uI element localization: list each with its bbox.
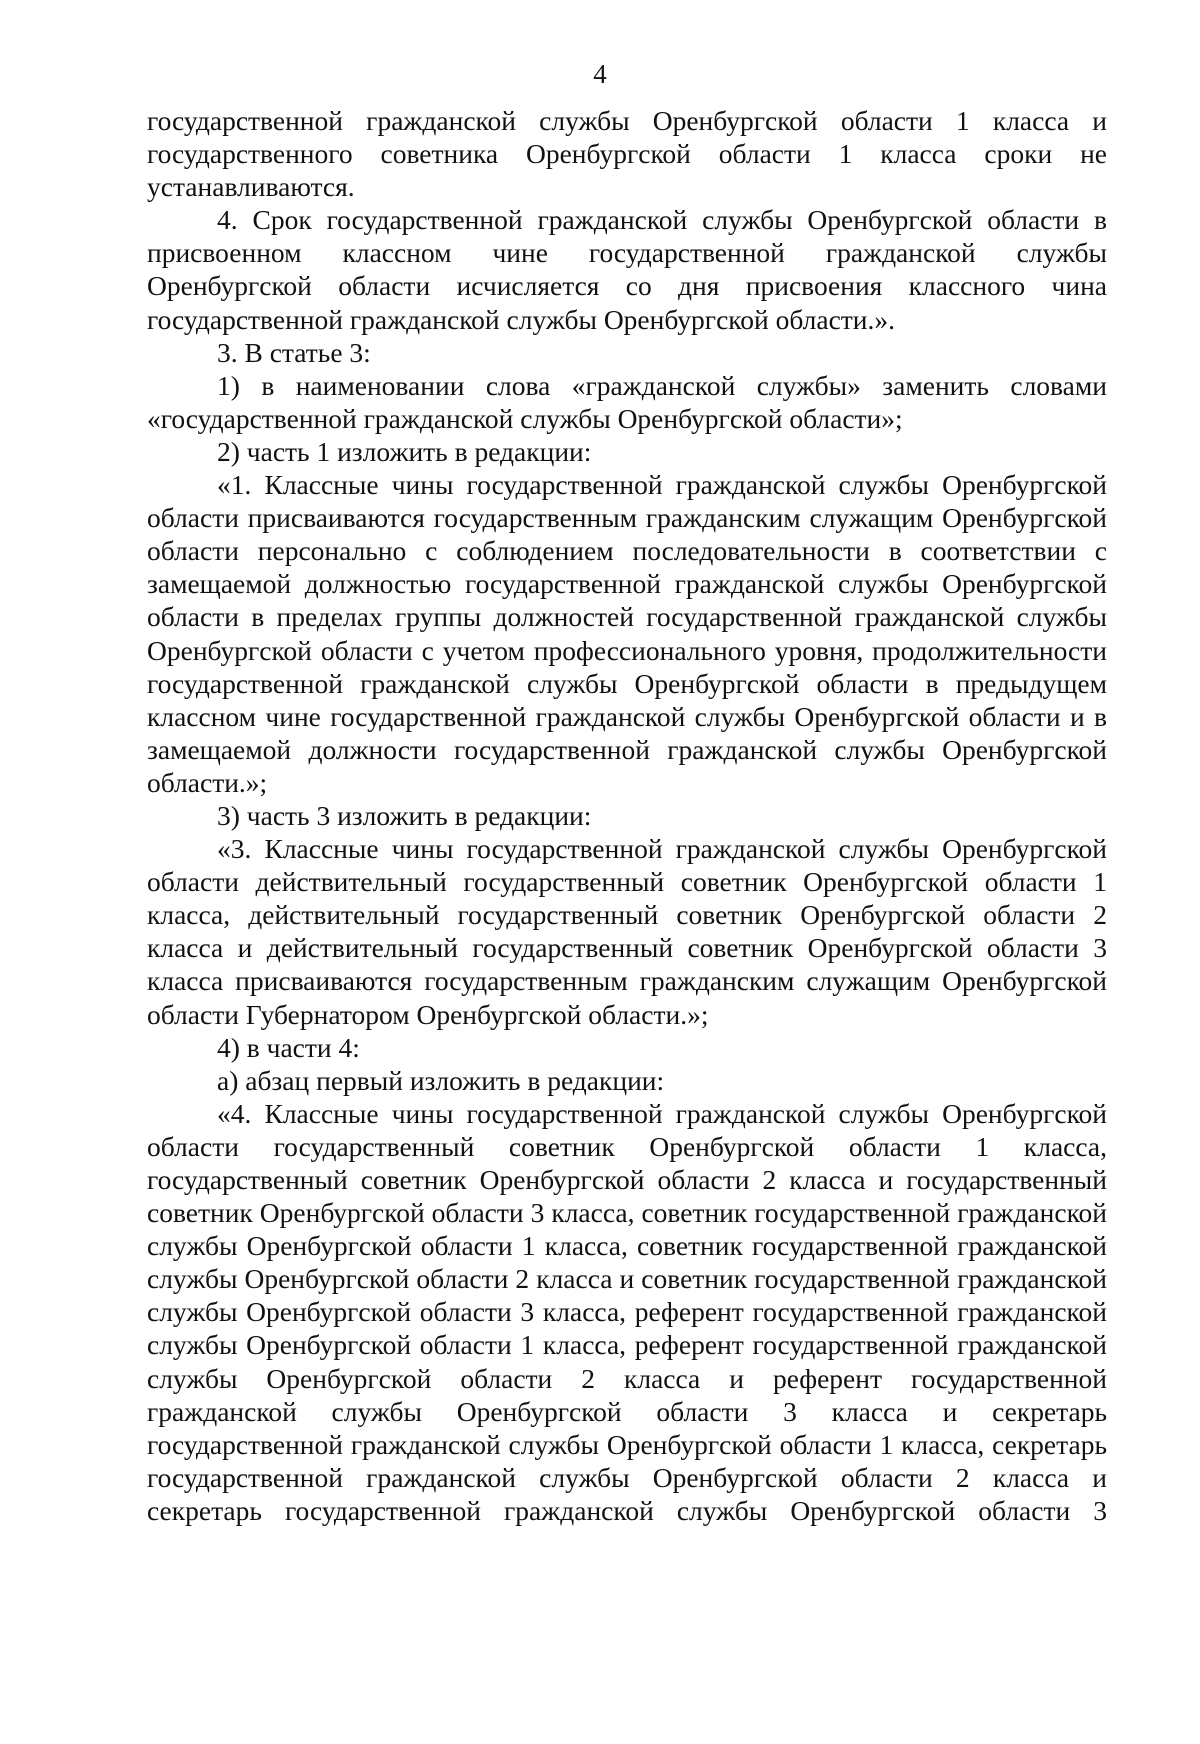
document-body [147,104,1107,1527]
paragraph-quote-part-4: «4. Классные чины государственной гражданской службы Оренбургской области государственный советник Оренбургской области 1 класса, государственный советник Оренбургской области 2 класса и государственный советник Оренбургской области 3 класса, советник государственной гражданской службы Оренбургской области 1 класса, советник государственной гражданской службы Оренбургской области 2 класса и советник государственной гражданской службы Оренбургской области 3 класса, референт государственной гражданской службы Оренбургской области 1 класса, референт государственной гражданской службы Оренбургской области 2 класса и референт государственной гражданской службы Оренбургской области 3 класса и секретарь государственной гражданской службы Оренбургской области 1 класса, секретарь государственной гражданской службы Оренбургской области 2 класса и секретарь государственной гражданской службы Оренбургской области 3 [147,1097,1107,1526]
paragraph-subitem-4a: а) абзац первый изложить в редакции: [217,1064,665,1096]
paragraph-continuation: государственной гражданской службы Оренбургской области 1 класса и государственного советника Оренбургской области 1 класса сроки не устанавливаются. [147,105,1107,203]
page-number: 4 [593,59,607,89]
paragraph-quote-part-3: «3. Классные чины государственной гражданской службы Оренбургской области действительный государственный советник Оренбургской области 1 класса, действительный государственный советник Оренбургской области 2 класса и действительный государственный советник Оренбургской области 3 класса присваиваются государственным гражданским служащим Оренбургской области Губернатором Оренбургской области.»; [147,833,1107,1030]
paragraph-article-3-heading: 3. В статье 3: [217,336,371,368]
paragraph-subitem-1: 1) в наименовании слова «гражданской службы» заменить словами «государственной гражданской службы Оренбургской области»; [147,369,1107,434]
paragraph-item-4: 4. Срок государственной гражданской службы Оренбургской области в присвоенном классном чине государственной гражданской службы Оренбургской области исчисляется со дня присвоения классного чина государственной гражданской службы Оренбургской области.». [147,204,1107,335]
paragraph-subitem-2: 2) часть 1 изложить в редакции: [217,435,592,467]
paragraph-subitem-3: 3) часть 3 изложить в редакции: [217,799,592,831]
paragraph-subitem-4: 4) в части 4: [217,1031,360,1063]
paragraph-quote-part-1: «1. Классные чины государственной гражданской службы Оренбургской области присваиваются государственным гражданским служащим Оренбургской области персонально с соблюдением последовательности в соответствии с замещаемой должностью государственной гражданской службы Оренбургской области в пределах группы должностей государственной гражданской службы Оренбургской области с учетом профессионального уровня, продолжительности государственной гражданской службы Оренбургской области в предыдущем классном чине государственной гражданской службы Оренбургской области и в замещаемой должности государственной гражданской службы Оренбургской области.»; [147,469,1107,798]
